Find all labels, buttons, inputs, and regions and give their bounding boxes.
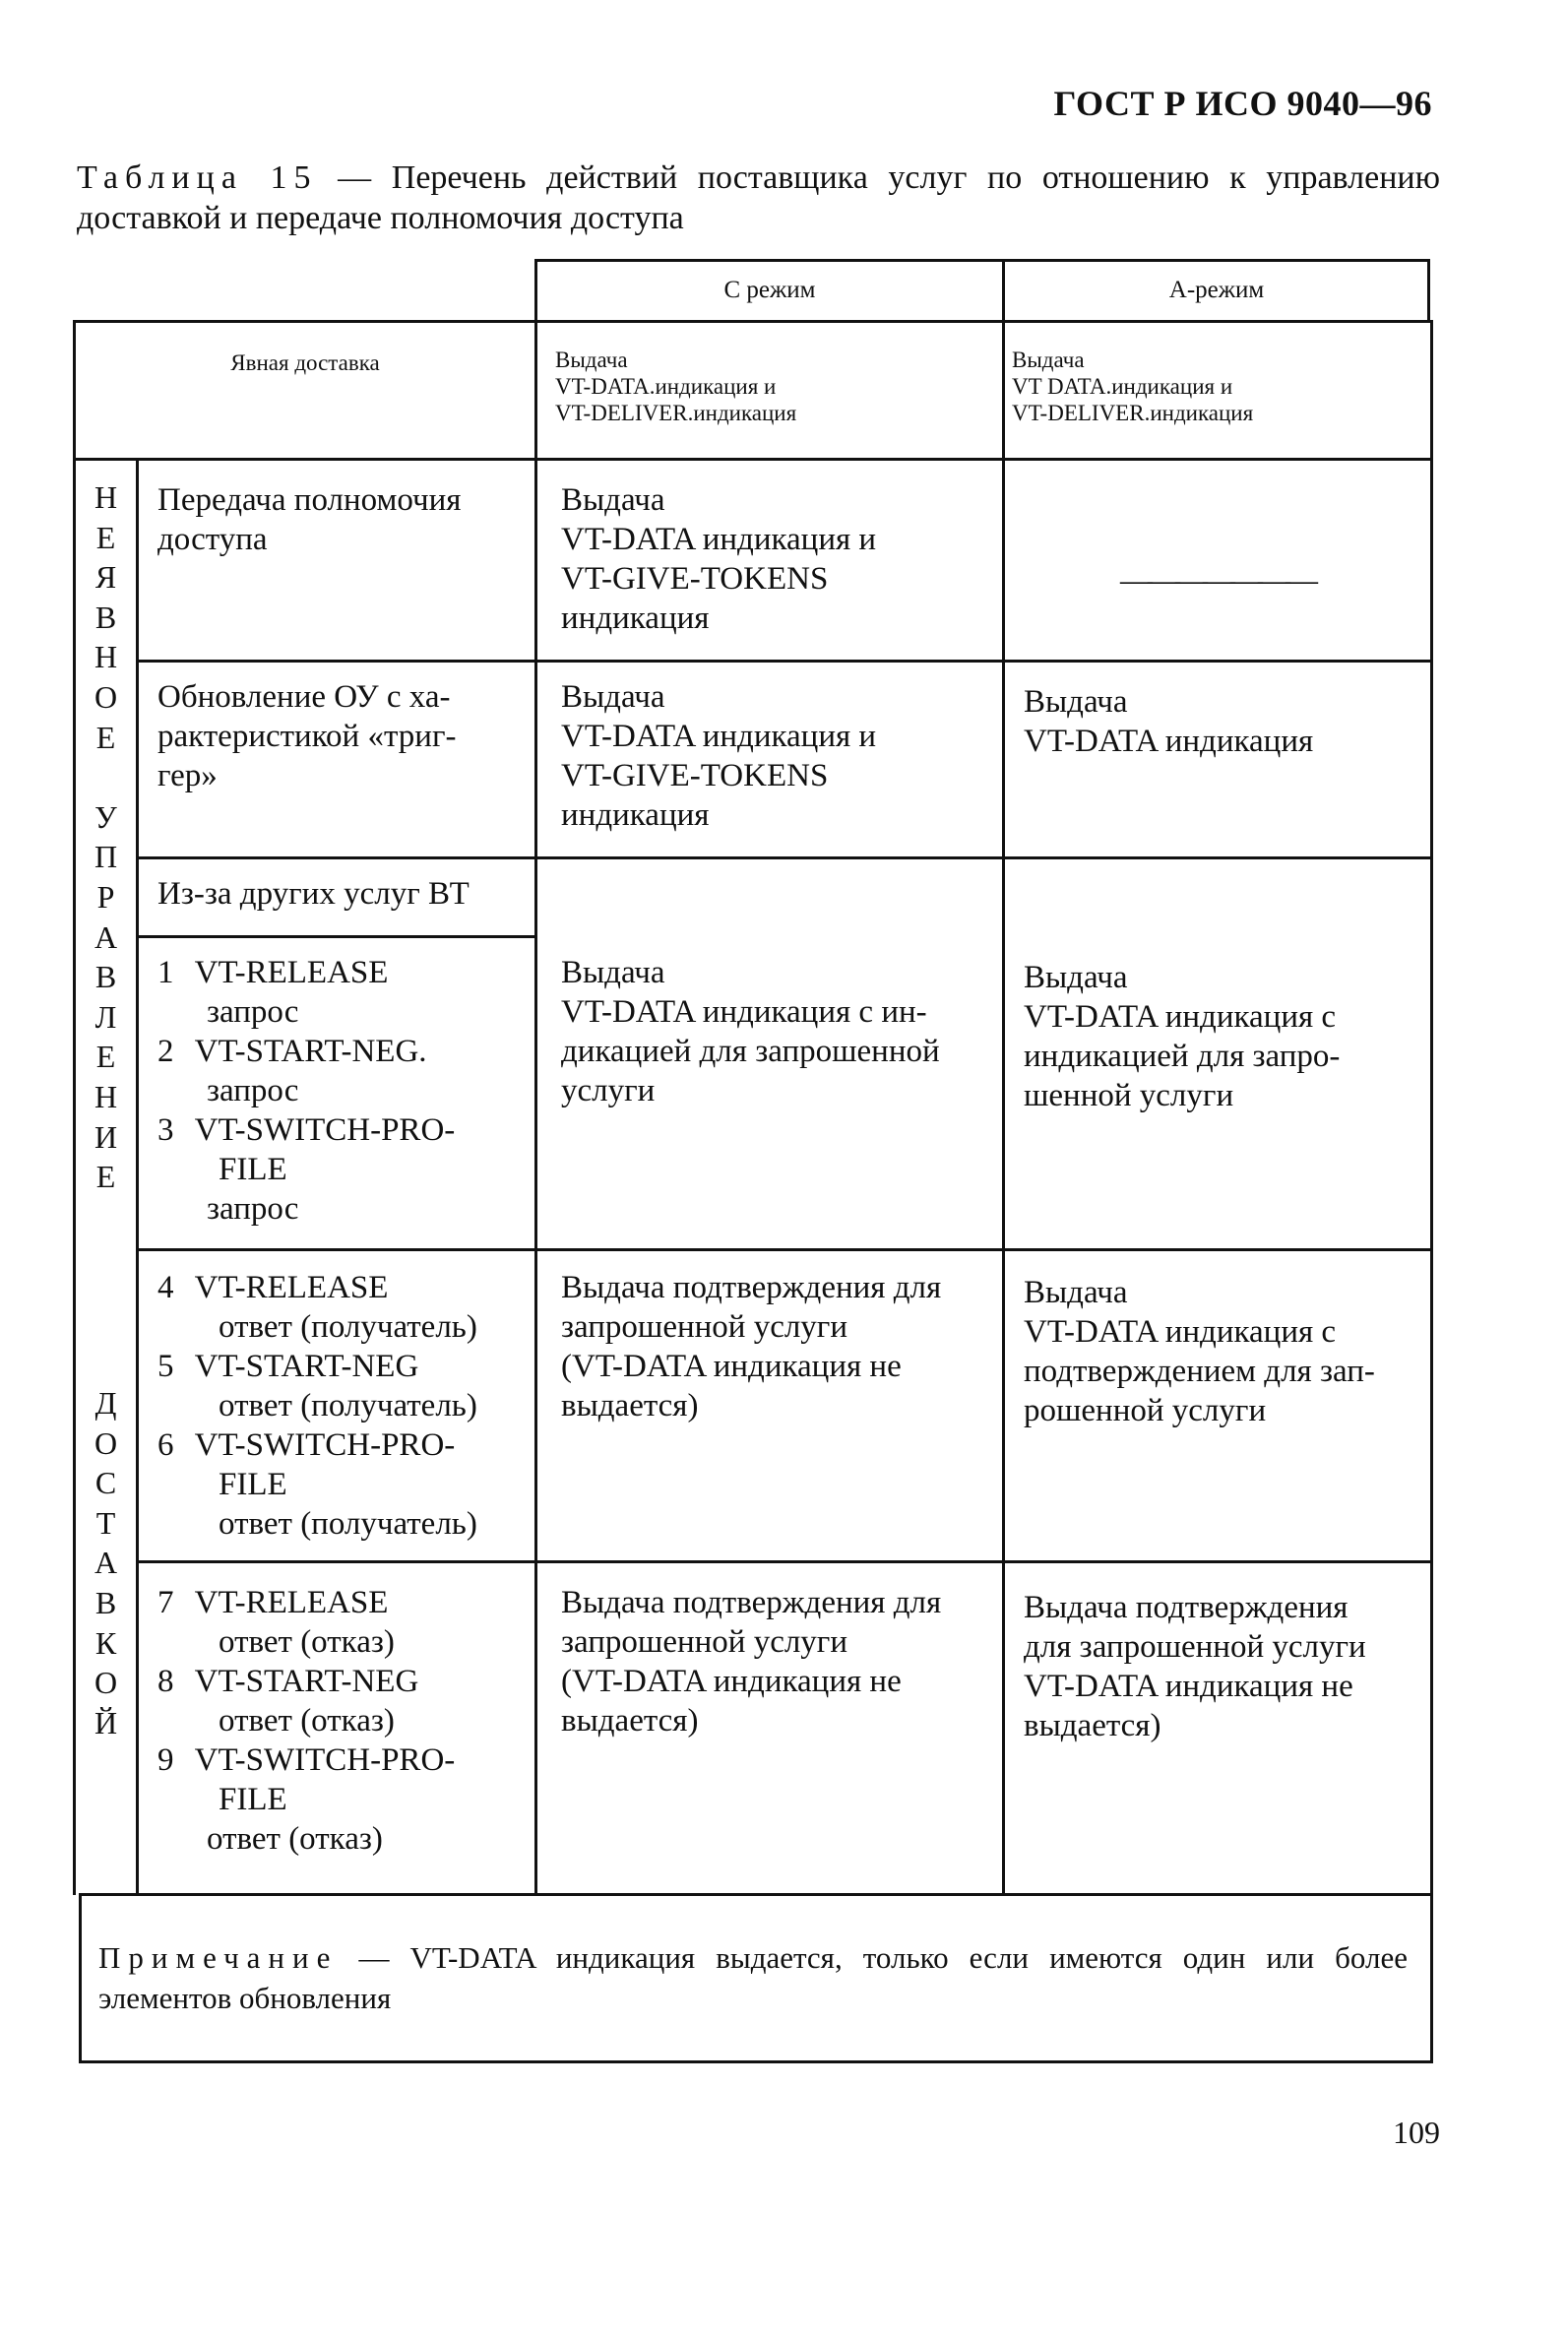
- other-services-list: [157, 953, 532, 1229]
- update-c-cell: [561, 677, 999, 835]
- list-item: 3 VT-SWITCH-PRO-: [157, 1112, 456, 1148]
- text-line: Выдача: [1024, 684, 1128, 720]
- border-top-explicit: [73, 320, 1430, 323]
- vertical-label-delivery: [76, 1383, 136, 1742]
- text-line: Выдача: [561, 955, 665, 990]
- vertical-letter: П: [94, 839, 118, 875]
- vertical-letter: О: [94, 1665, 118, 1701]
- border-row-other-bottom: [136, 1248, 1433, 1251]
- standard-header: ГОСТ Р ИСО 9040—96: [1053, 84, 1432, 123]
- text-line: для запрошенной услуги: [1024, 1629, 1366, 1665]
- vertical-letter: Н: [94, 639, 118, 675]
- text-line: VT-DATA.индикация и: [555, 374, 777, 399]
- reject-a-cell: [1024, 1588, 1427, 1745]
- header-c-mode: С режим: [723, 277, 816, 303]
- vertical-letter: С: [94, 1465, 117, 1501]
- text-line: рошенной услуги: [1024, 1393, 1267, 1428]
- list-item: 8 VT-START-NEG: [157, 1664, 419, 1699]
- vertical-letter: Д: [94, 1385, 117, 1421]
- border-other-label-bottom: [136, 935, 537, 938]
- vertical-letter: Н: [94, 1078, 118, 1114]
- text-line: Выдача подтверждения для: [561, 1585, 942, 1620]
- list-item-sub: запрос: [207, 1073, 299, 1108]
- other-a-cell: [1024, 958, 1427, 1115]
- vertical-label-implicit-control: [76, 477, 136, 1197]
- text-line: VT-GIVE-TOKENS: [561, 561, 829, 597]
- other-c-cell: [561, 953, 999, 1110]
- vertical-letter: Е: [95, 1039, 116, 1075]
- vertical-letter: Е: [95, 719, 116, 755]
- update-row-label: [157, 677, 532, 795]
- text-line: подтверждением для зап-: [1024, 1354, 1375, 1389]
- note-label: Примечание: [98, 1940, 339, 1975]
- border-row-reject-bottom: [79, 1893, 1433, 1896]
- text-line: Выдача: [561, 679, 665, 715]
- text-line: Выдача подтверждения для: [561, 1270, 942, 1305]
- text-line: VT-DATA индикация и: [561, 522, 877, 557]
- list-item: 1 VT-RELEASE: [157, 955, 389, 990]
- vertical-letter: А: [94, 1545, 118, 1581]
- text-line: запрошенной услуги: [561, 1309, 848, 1345]
- vertical-letter: У: [94, 798, 117, 835]
- vertical-letter: К: [94, 1624, 117, 1661]
- text-line: (VT-DATA индикация не: [561, 1349, 902, 1384]
- vertical-letter: В: [94, 599, 117, 635]
- list-item: 2 VT-START-NEG.: [157, 1034, 427, 1069]
- vertical-letter: Р: [96, 878, 115, 915]
- reject-services-list: [157, 1583, 532, 1859]
- page-number: 109: [1393, 2115, 1440, 2150]
- list-item: 6 VT-SWITCH-PRO-: [157, 1427, 456, 1463]
- explicit-delivery-label: Явная доставка: [230, 350, 380, 375]
- vertical-letter: И: [94, 1118, 118, 1155]
- token-c-cell: [561, 480, 999, 638]
- vertical-letter: Н: [94, 479, 118, 515]
- table-note: [98, 1937, 1408, 2018]
- text-line: VT-DATA индикация: [1024, 724, 1314, 759]
- text-line: VT DATA.индикация и: [1012, 374, 1233, 399]
- text-line: гер»: [157, 758, 218, 793]
- text-line: (VT-DATA индикация не: [561, 1664, 902, 1699]
- list-item-sub: ответ (получатель): [219, 1309, 477, 1345]
- border-note-bottom: [79, 2060, 1433, 2063]
- vertical-letter: А: [94, 918, 118, 955]
- border-row-accept-bottom: [136, 1560, 1433, 1563]
- vertical-letter: Е: [95, 1159, 116, 1195]
- explicit-a-cell: [1012, 347, 1425, 426]
- border-vertical-label-right: [136, 458, 139, 1895]
- list-item-cont: FILE: [219, 1782, 287, 1817]
- vertical-letter: Е: [95, 519, 116, 555]
- text-line: VT-DELIVER.индикация: [1012, 401, 1254, 425]
- text-line: VT-GIVE-TOKENS: [561, 758, 829, 793]
- border-row-token-bottom: [136, 660, 1433, 663]
- text-line: Выдача: [1024, 1275, 1128, 1310]
- list-item: 5 VT-START-NEG: [157, 1349, 419, 1384]
- border-right: [1430, 320, 1433, 2063]
- text-line: запрошенной услуги: [561, 1624, 848, 1660]
- other-services-label: Из-за других услуг ВТ: [157, 876, 470, 912]
- text-line: выдается): [561, 1388, 699, 1423]
- vertical-letter: Т: [95, 1504, 116, 1541]
- border-row-update-bottom: [136, 856, 1433, 859]
- border-top-mode-header: [534, 259, 1430, 262]
- caption-text: — Перечень действий поставщика услуг по отношению к управлению доставкой и передаче полномочия доступа: [77, 159, 1440, 236]
- list-item-sub: ответ (получатель): [219, 1506, 477, 1542]
- text-line: Обновление ОУ с ха-: [157, 679, 451, 715]
- text-line: шенной услуги: [1024, 1078, 1234, 1113]
- vertical-letter: О: [94, 678, 118, 715]
- vertical-letter: В: [94, 1584, 117, 1620]
- vertical-letter: О: [94, 1424, 118, 1461]
- list-item-sub: запрос: [207, 994, 299, 1030]
- text-line: индикация: [561, 797, 710, 833]
- border-note-left: [79, 1893, 82, 2063]
- accept-services-list: [157, 1268, 532, 1544]
- text-line: VT-DATA индикация с: [1024, 999, 1337, 1035]
- vertical-letter: Й: [94, 1704, 118, 1740]
- text-line: Выдача подтверждения: [1024, 1590, 1348, 1625]
- reject-c-cell: [561, 1583, 999, 1740]
- header-a-mode: А-режим: [1168, 277, 1265, 303]
- table-caption: [77, 158, 1440, 238]
- list-item-sub: ответ (отказ): [219, 1624, 395, 1660]
- text-line: индикацией для запро-: [1024, 1039, 1341, 1074]
- token-row-label: [157, 480, 532, 559]
- text-line: Выдача: [555, 348, 628, 372]
- text-line: VT-DELIVER.индикация: [555, 401, 797, 425]
- text-line: VT-DATA индикация и: [561, 719, 877, 754]
- token-a-cell-dash: ———————: [1120, 563, 1313, 599]
- list-item: 9 VT-SWITCH-PRO-: [157, 1742, 456, 1778]
- explicit-c-cell: [555, 347, 998, 426]
- accept-a-cell: [1024, 1273, 1427, 1430]
- border-row-explicit-bottom: [73, 458, 1433, 461]
- text-line: Выдача: [1012, 348, 1085, 372]
- accept-c-cell: [561, 1268, 999, 1425]
- text-line: VT-DATA индикация с ин-: [561, 994, 927, 1030]
- border-col-c-left: [534, 259, 537, 1895]
- list-item-cont: FILE: [219, 1467, 287, 1502]
- text-line: VT-DATA индикация не: [1024, 1669, 1353, 1704]
- text-line: дикацией для запрошенной: [561, 1034, 940, 1069]
- text-line: Выдача: [1024, 960, 1128, 995]
- vertical-letter: В: [94, 959, 117, 995]
- text-line: индикация: [561, 601, 710, 636]
- list-item-sub: ответ (отказ): [207, 1821, 383, 1857]
- text-line: VT-DATA индикация с: [1024, 1314, 1337, 1350]
- list-item-cont: FILE: [219, 1152, 287, 1187]
- list-item: 4 VT-RELEASE: [157, 1270, 389, 1305]
- note-text: — VT-DATA индикация выдается, только если имеются один или более элементов обновления: [98, 1940, 1408, 2015]
- text-line: выдается): [1024, 1708, 1161, 1743]
- vertical-letter: [76, 757, 136, 797]
- text-line: выдается): [561, 1703, 699, 1739]
- caption-label: Таблица 15: [77, 159, 318, 196]
- text-line: Передача полномочия: [157, 482, 462, 518]
- list-item-sub: ответ (получатель): [219, 1388, 477, 1423]
- list-item-sub: запрос: [207, 1191, 299, 1227]
- list-item: 7 VT-RELEASE: [157, 1585, 389, 1620]
- vertical-letter: Л: [94, 998, 117, 1035]
- text-line: доступа: [157, 522, 268, 557]
- text-line: рактеристикой «триг-: [157, 719, 457, 754]
- text-line: Выдача: [561, 482, 665, 518]
- text-line: услуги: [561, 1073, 656, 1108]
- list-item-sub: ответ (отказ): [219, 1703, 395, 1739]
- update-a-cell: [1024, 682, 1427, 761]
- border-col-a-left: [1002, 259, 1005, 1895]
- vertical-letter: Я: [94, 559, 117, 596]
